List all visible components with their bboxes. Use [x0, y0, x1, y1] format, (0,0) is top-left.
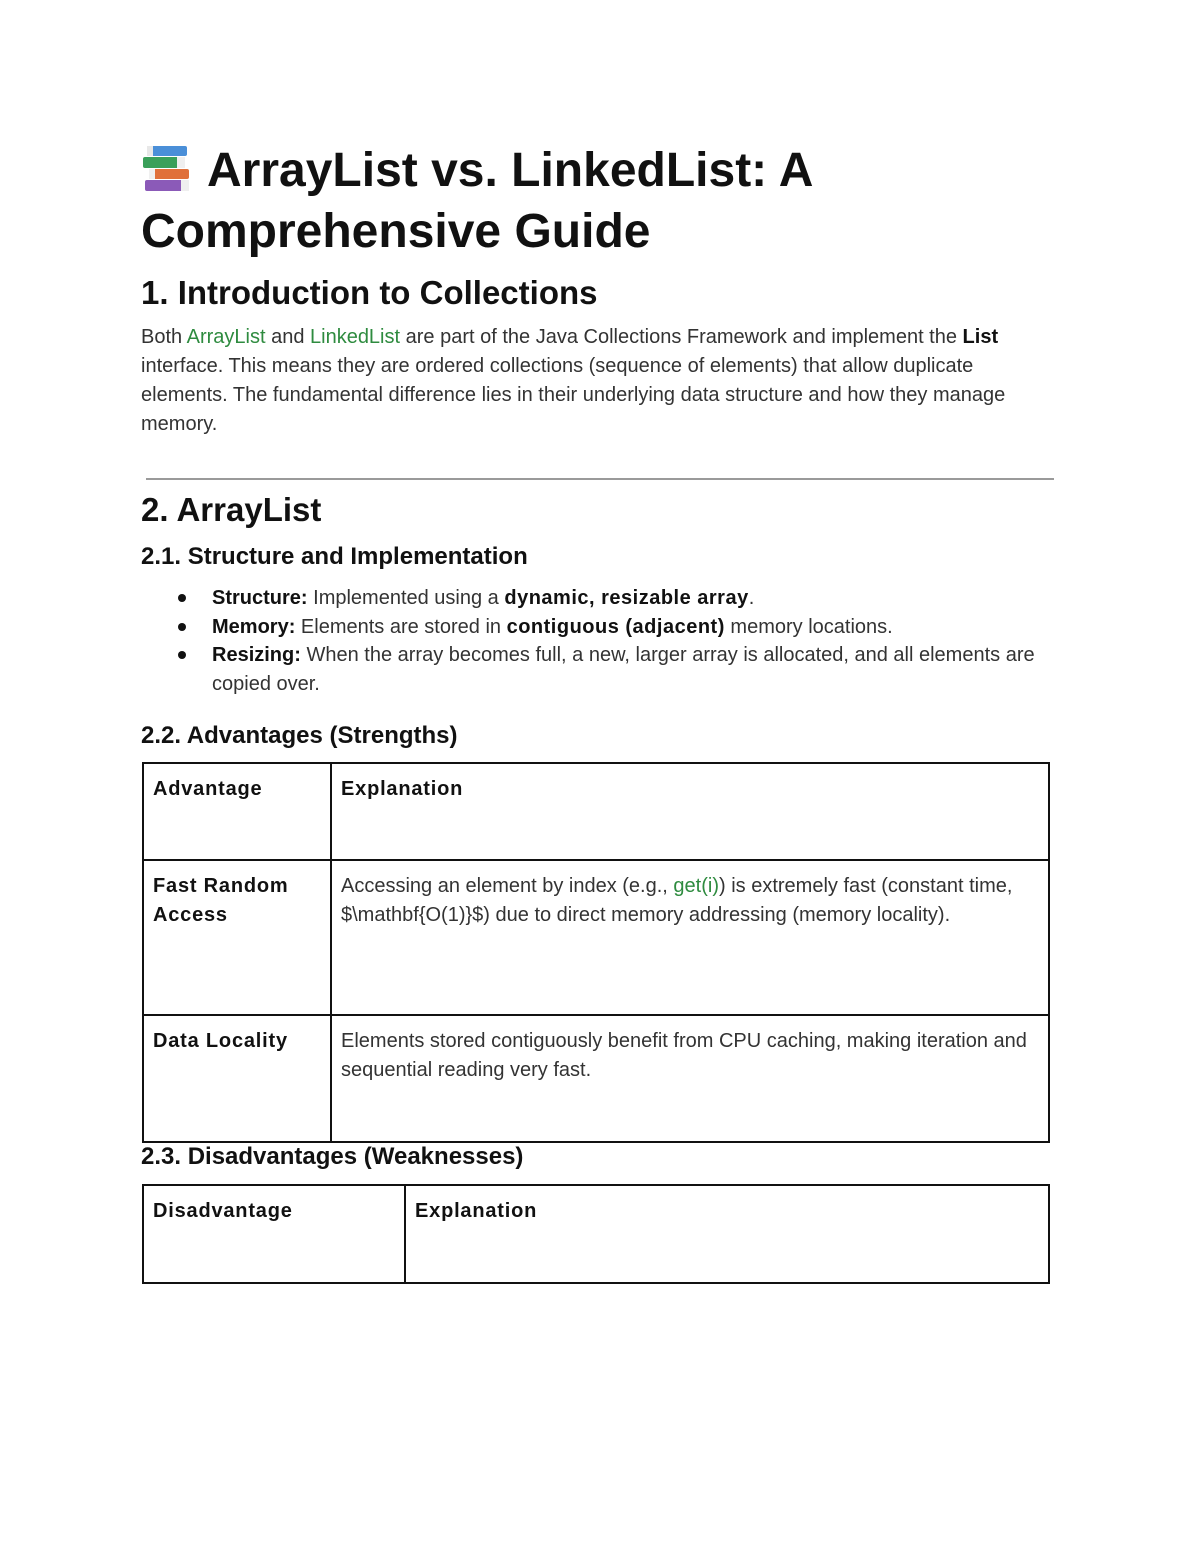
table-header-row [143, 1185, 1049, 1283]
cell-text: Elements stored contiguously benefit from CPU caching, making iteration and sequential reading very fast. [341, 1030, 1027, 1081]
bullet-dot [178, 594, 186, 602]
document-title [141, 140, 1056, 262]
disadvantages-table [142, 1184, 1050, 1284]
table-cell [331, 1015, 1049, 1142]
document-title-text: ArrayList vs. LinkedList: A Comprehensive Guide [141, 144, 812, 258]
bullet-text-end: memory locations. [724, 615, 893, 638]
subsection-2-2-heading: 2.2. Advantages (Strengths) [141, 722, 458, 749]
bullet-label: Memory: [212, 615, 296, 638]
bullet-dot [178, 623, 186, 631]
bullet-item-resizing [141, 641, 1041, 698]
section-divider [146, 478, 1054, 480]
bullet-bold: contiguous (adjacent) [506, 615, 725, 638]
bullet-text: Elements are stored in [295, 615, 507, 638]
intro-text-mid: are part of the Java Collections Framework and implement the [400, 326, 963, 348]
subsection-2-3-heading: 2.3. Disadvantages (Weaknesses) [141, 1143, 524, 1170]
books-icon [141, 144, 193, 192]
intro-text-and: and [265, 326, 310, 348]
intro-text-rest: interface. This means they are ordered collections (sequence of elements) that allow duplicate elements. The fundamental difference lies in their underlying data structure and how they manage memory. [141, 355, 1006, 435]
code-arraylist: ArrayList [186, 326, 266, 348]
table-header-cell: Advantage [143, 763, 331, 860]
section-1-heading: 1. Introduction to Collections [141, 274, 598, 311]
table-row-heading: Data Locality [143, 1015, 331, 1142]
bullet-item-structure [141, 584, 1041, 613]
section-2-heading: 2. ArrayList [141, 491, 322, 528]
bullet-label: Resizing: [212, 644, 301, 666]
table-cell [331, 860, 1049, 1015]
bullet-text: Implemented using a [307, 587, 505, 609]
intro-paragraph [141, 323, 1041, 439]
table-header-cell: Explanation [405, 1185, 1049, 1283]
cell-text-end: ) is extremely fast (constant time, $\mathbf{O(1)}$) due to direct memory addressing (memory locality). [341, 875, 1013, 926]
intro-bold-list: List [962, 326, 999, 348]
table-row [143, 1015, 1049, 1142]
table-row [143, 860, 1049, 1015]
bullet-label: Structure: [212, 587, 308, 609]
intro-text-both: Both [141, 326, 187, 348]
bullet-bold: dynamic, resizable array [504, 587, 749, 609]
table-header-row [143, 763, 1049, 860]
cell-text: Accessing an element by index (e.g., [341, 875, 674, 897]
advantages-table [142, 762, 1050, 1143]
bullet-dot [178, 651, 186, 659]
bullet-text: When the array becomes full, a new, larger array is allocated, and all elements are copied over. [212, 644, 1035, 695]
code-get-i: get(i) [673, 875, 719, 897]
code-linkedlist: LinkedList [310, 326, 401, 348]
table-header-cell: Disadvantage [143, 1185, 405, 1283]
bullet-item-memory [141, 613, 1041, 642]
table-header-cell: Explanation [331, 763, 1049, 860]
structure-bullet-list [141, 584, 1041, 698]
subsection-2-1-heading: 2.1. Structure and Implementation [141, 543, 528, 570]
table-row-heading: Fast Random Access [143, 860, 331, 1015]
bullet-text-end: . [748, 587, 755, 609]
